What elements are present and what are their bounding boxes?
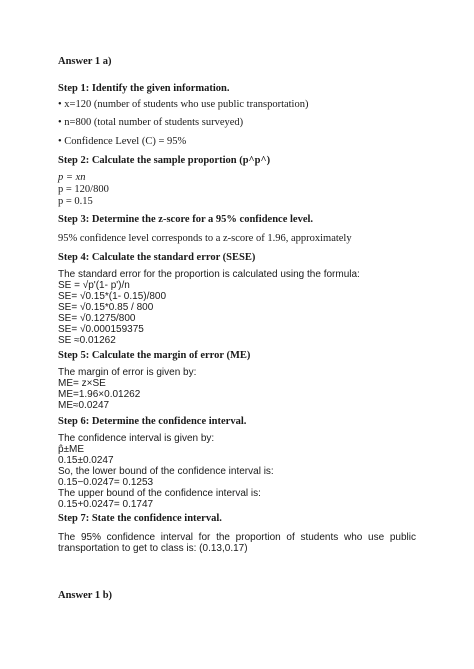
step6-heading: Step 6: Determine the confidence interval. [58,416,247,427]
step6-line: 0.15±0.0247 [58,455,114,466]
step1-item: • Confidence Level (C) = 95% [58,136,187,147]
step1-item: • x=120 (number of students who use public transportation) [58,99,309,110]
step5-line: ME=1.96×0.01262 [58,389,141,400]
step4-line: SE= √0.15*(1- 0.15)/800 [58,291,167,302]
step4-line: SE ≈0.01262 [58,335,116,346]
step6-line: 0.15−0.0247= 0.1253 [58,477,154,488]
step1-item: • n=800 (total number of students surveyed) [58,117,244,128]
answer-1b-heading: Answer 1 b) [58,590,113,601]
step4-heading: Step 4: Calculate the standard error (SESE) [58,252,256,263]
step6-line: 0.15+0.0247= 0.1747 [58,499,154,510]
step4-line: SE = √p'(1- p')/n [58,280,130,291]
step2-line: p = xn [58,172,86,183]
step2-line: p = 0.15 [58,196,93,207]
step2-heading: Step 2: Calculate the sample proportion (p^p^) [58,155,271,166]
step5-line: ME≈0.0247 [58,400,110,411]
step5-line: ME= z×SE [58,378,106,389]
step5-heading: Step 5: Calculate the margin of error (ME) [58,350,251,361]
step5-line: The margin of error is given by: [58,367,197,378]
step4-line: The standard error for the proportion is calculated using the formula: [58,269,360,280]
step6-line: So, the lower bound of the confidence interval is: [58,466,274,477]
step2-line: p = 120/800 [58,184,109,195]
step4-line: SE= √0.1275/800 [58,313,136,324]
answer-1a-heading: Answer 1 a) [58,56,112,67]
step4-line: SE= √0.15*0.85 / 800 [58,302,154,313]
step6-line: The upper bound of the confidence interval is: [58,488,261,499]
step6-line: The confidence interval is given by: [58,433,215,444]
step3-text: 95% confidence level corresponds to a z-score of 1.96, approximately [58,233,352,244]
step6-line: p̂±ME [58,444,85,455]
step1-heading: Step 1: Identify the given information. [58,83,230,94]
step3-heading: Step 3: Determine the z-score for a 95% confidence level. [58,214,314,225]
step4-line: SE= √0.000159375 [58,324,144,335]
step7-text: The 95% confidence interval for the proportion of students who use public transportation to get to class is: (0.13,0.17) [58,532,416,555]
step7-heading: Step 7: State the confidence interval. [58,513,222,524]
